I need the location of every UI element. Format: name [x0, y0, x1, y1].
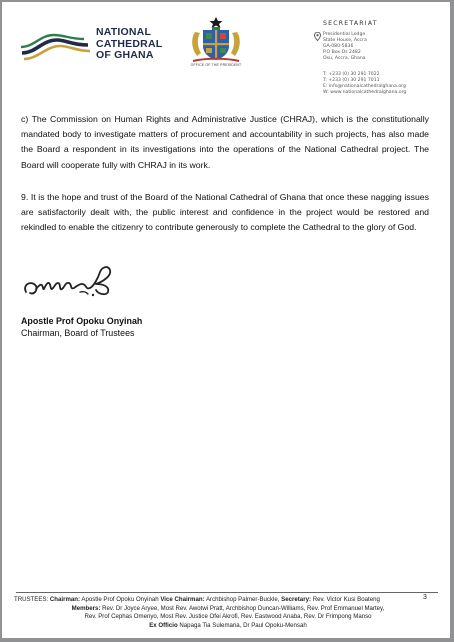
members-list-1: Rev. Dr Joyce Aryee, Most Rev. Awotwi Pratt, Archbishop Duncan-Williams, Rev. Prof Emmanuel Martey,	[102, 604, 385, 612]
phone-1: T: +233 (0) 30 291 7022	[323, 72, 380, 77]
letter-page	[2, 2, 450, 638]
crest-caption: OFFICE OF THE PRESIDENT	[190, 63, 242, 67]
logo-line-1: NATIONAL	[96, 26, 152, 38]
members-list-2: Rev. Prof Cephas Omenyo, Most Rev. Justice Ofei Akrofi, Rev. Eastwood Anaba, Rev. Dr Frimpong Manso	[84, 613, 372, 621]
address-line: Presidential Lodge	[323, 32, 366, 37]
logo-line-2: CATHEDRAL	[96, 37, 163, 50]
vice-chairman-label: Vice Chairman:	[160, 596, 205, 603]
secretariat-address	[323, 32, 367, 62]
footer-line-1	[14, 596, 442, 605]
paragraph-9: 9. It is the hope and trust of the Board of the National Cathedral of Ghana that once these nagging issues are satisfactorily dealt with, the public interest and confidence in the project would be restored and rekindled to enable the citizenry to contribute generously to complete the Cathedral to the glory of God.	[21, 192, 429, 233]
handwritten-signature	[22, 262, 142, 308]
chairman-label: Chairman:	[49, 596, 81, 603]
website-link[interactable]: W: www.nationalcathedralghana.org	[323, 90, 407, 96]
national-cathedral-logo	[20, 26, 163, 67]
phone-2: T: +233 (0) 30 291 7011	[323, 78, 380, 84]
paragraph-c: c) The Commission on Human Rights and Administrative Justice (CHRAJ), which is the constitutionally mandated body to investigate matters of procurement and accountability in such projects, has also made the Board a respondent in its investigations into the operations of the National Cathedral project. The Board will cooperate fully with CHRAJ in its work.	[21, 114, 429, 170]
trustees-footer	[14, 596, 442, 630]
footer-line-4	[14, 622, 442, 631]
footer-line-3	[14, 613, 442, 622]
address-line: Osu, Accra, Ghana	[323, 56, 366, 62]
signatory-block	[21, 316, 142, 339]
cathedral-logo-mark-icon	[20, 32, 92, 62]
logo-wordmark	[96, 27, 162, 62]
location-pin-icon	[314, 32, 321, 41]
secretary-label: Secretary:	[281, 596, 311, 603]
secretariat-contacts	[323, 72, 406, 96]
address-line: State House, Accra	[323, 38, 367, 44]
page-number: 3	[423, 594, 427, 601]
signatory-name: Apostle Prof Opoku Onyinah	[21, 316, 143, 326]
members-label: Members:	[71, 604, 101, 612]
address-line: GA-080-5836	[323, 44, 354, 50]
footer-divider	[16, 592, 438, 593]
signatory-title: Chairman, Board of Trustees	[21, 327, 135, 338]
chairman-name: Apostle Prof Opoku Onyinah	[81, 596, 159, 603]
logo-line-3: OF GHANA	[96, 49, 154, 61]
ex-officio-label: Ex Officio	[149, 621, 178, 629]
footer-line-2	[14, 605, 442, 614]
address-line: P.O Box Os 2482	[323, 50, 361, 56]
secretary-name: Rev. Victor Kusi Boateng	[312, 596, 380, 603]
email-link[interactable]: E: info@nationalcathedralghana.org	[323, 84, 406, 90]
trustees-label: TRUSTEES:	[14, 596, 49, 603]
vice-chairman-name: Archbishop Palmer-Buckle,	[205, 596, 280, 603]
ex-officio-names: Napaga Tia Sulemana, Dr Paul Opoku-Mensah	[179, 621, 307, 629]
secretariat-block	[323, 20, 438, 96]
secretariat-title: SECRETARIAT	[323, 20, 378, 27]
